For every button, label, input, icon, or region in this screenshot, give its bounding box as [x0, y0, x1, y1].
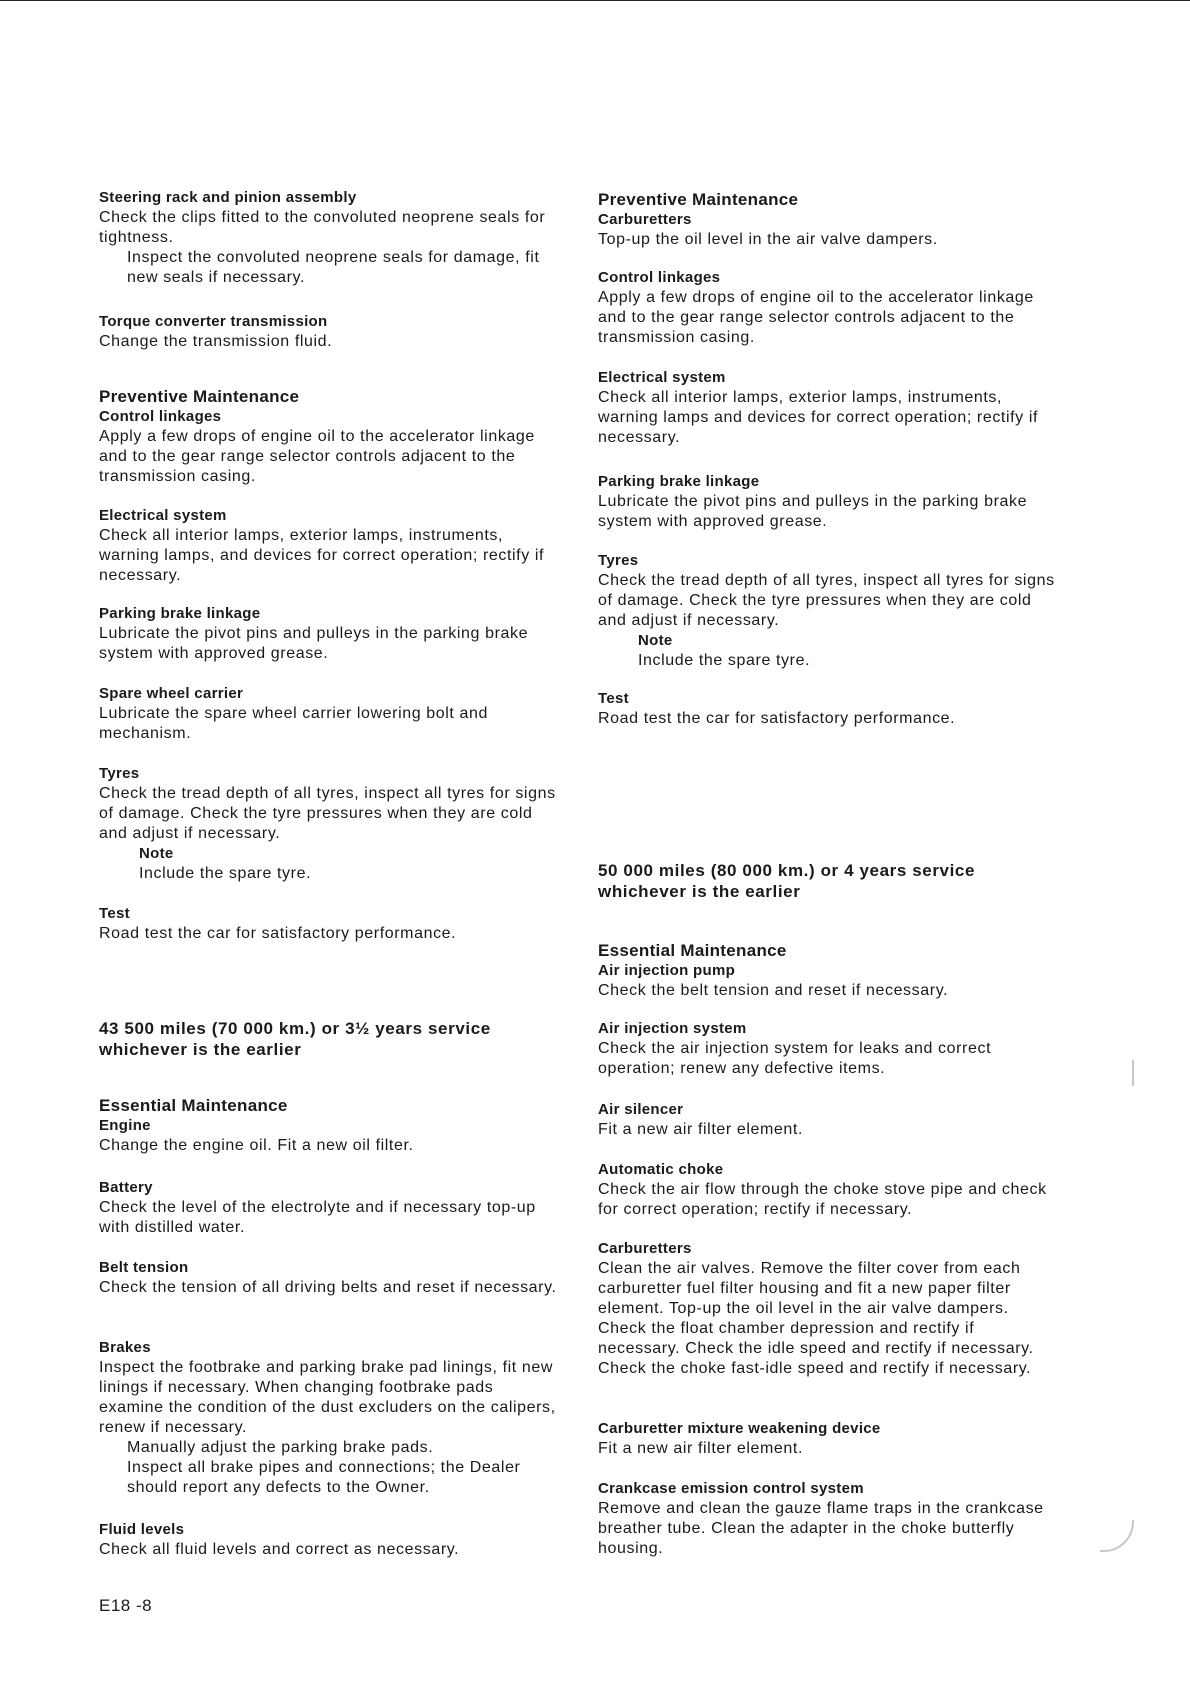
item-text: Fit a new air filter element.: [598, 1121, 804, 1138]
service-interval-line: whichever is the earlier: [598, 882, 801, 901]
note-text: Include the spare tyre.: [638, 652, 811, 669]
content-block: [99, 188, 559, 288]
item-heading: Tyres: [598, 552, 639, 569]
content-block: [598, 189, 1058, 250]
item-heading: Air injection system: [598, 1020, 747, 1037]
item-text: Apply a few drops of engine oil to the accelerator linkage and to the gear range selector controls adjacent to the transmission casing.: [598, 289, 1034, 346]
content-block: [99, 1338, 559, 1498]
content-block: [99, 684, 559, 744]
item-text: Apply a few drops of engine oil to the accelerator linkage and to the gear range selector controls adjacent to the transmission casing.: [99, 428, 535, 485]
item-heading: Battery: [99, 1179, 153, 1196]
item-text: Change the transmission fluid.: [99, 333, 333, 350]
item-text: Clean the air valves. Remove the filter cover from each carburetter fuel filter housing and fit a new paper filter element. Top-up the oil level in the air valve dampers. Check the float chamber depression and rectify if necessary. Check the idle speed and rectify if necessary. Check the choke fast-idle speed and rectify if necessary.: [598, 1260, 1034, 1377]
item-text: Lubricate the spare wheel carrier lowering bolt and mechanism.: [99, 705, 489, 742]
item-text: Check the air injection system for leaks and correct operation; renew any defective items.: [598, 1040, 992, 1077]
item-heading: Air injection pump: [598, 962, 736, 979]
item-text: Change the engine oil. Fit a new oil filter.: [99, 1137, 414, 1154]
item-text: Inspect the footbrake and parking brake pad linings, fit new linings if necessary. When changing footbrake pads examine the condition of the dust excluders on the calipers, renew if necessary.: [99, 1359, 556, 1436]
page-top-border: [0, 0, 1190, 1]
item-text: Manually adjust the parking brake pads.: [127, 1439, 434, 1456]
item-text: Road test the car for satisfactory performance.: [99, 925, 457, 942]
item-text: Check the air flow through the choke stove pipe and check for correct operation; rectify if necessary.: [598, 1181, 1047, 1218]
item-heading: Torque converter transmission: [99, 313, 328, 330]
content-block: [99, 1258, 559, 1298]
content-block: [598, 268, 1058, 348]
item-heading: Brakes: [99, 1339, 151, 1356]
item-text: Inspect the convoluted neoprene seals for damage, fit new seals if necessary.: [127, 249, 540, 286]
content-block: [598, 1019, 1058, 1079]
content-block: [598, 940, 1058, 1001]
item-heading: Test: [99, 905, 130, 922]
service-interval-heading: [598, 860, 1058, 902]
content-block: [99, 1178, 559, 1238]
note-text: Include the spare tyre.: [139, 865, 312, 882]
item-text: Check the belt tension and reset if necessary.: [598, 982, 949, 999]
item-heading: Engine: [99, 1117, 151, 1134]
item-heading: Electrical system: [598, 369, 726, 386]
content-block: [598, 1419, 1058, 1459]
item-heading: Carburetter mixture weakening device: [598, 1420, 881, 1437]
item-heading: Control linkages: [99, 408, 222, 425]
service-interval-heading: [99, 1018, 559, 1060]
item-text: Check the tread depth of all tyres, inspect all tyres for signs of damage. Check the tyre pressures when they are cold and adjust if necessary.: [99, 785, 556, 842]
item-text: Check all interior lamps, exterior lamps, instruments, warning lamps, and devices for correct operation; rectify if necessary.: [99, 527, 545, 584]
content-block: [598, 689, 1058, 729]
note-heading: Note: [638, 632, 673, 649]
content-block: [598, 368, 1058, 448]
section-heading: Preventive Maintenance: [598, 190, 799, 209]
content-block: [99, 1520, 559, 1560]
item-text: Check the tension of all driving belts and reset if necessary.: [99, 1279, 557, 1296]
content-block: [598, 1100, 1058, 1140]
item-text: Check the tread depth of all tyres, inspect all tyres for signs of damage. Check the tyre pressures when they are cold and adjust if necessary.: [598, 572, 1055, 629]
item-heading: Carburetters: [598, 1240, 692, 1257]
content-block: [598, 1479, 1058, 1559]
item-text: Lubricate the pivot pins and pulleys in the parking brake system with approved grease.: [99, 625, 529, 662]
service-interval-line: whichever is the earlier: [99, 1040, 302, 1059]
content-block: [99, 386, 559, 487]
item-heading: Steering rack and pinion assembly: [99, 189, 357, 206]
section-heading: Essential Maintenance: [598, 941, 787, 960]
item-heading: Automatic choke: [598, 1161, 724, 1178]
item-heading: Fluid levels: [99, 1521, 185, 1538]
item-heading: Air silencer: [598, 1101, 684, 1118]
note-heading: Note: [139, 845, 174, 862]
content-block: [99, 1095, 559, 1156]
item-text: Check all fluid levels and correct as necessary.: [99, 1541, 460, 1558]
item-text: Check the clips fitted to the convoluted neoprene seals for tightness.: [99, 209, 546, 246]
item-text: Fit a new air filter element.: [598, 1440, 804, 1457]
item-heading: Parking brake linkage: [598, 473, 760, 490]
item-text: Top-up the oil level in the air valve dampers.: [598, 231, 938, 248]
item-text: Inspect all brake pipes and connections; the Dealer should report any defects to the Owner.: [127, 1459, 521, 1496]
content-block: [99, 764, 559, 884]
item-heading: Parking brake linkage: [99, 605, 261, 622]
item-heading: Test: [598, 690, 629, 707]
item-heading: Electrical system: [99, 507, 227, 524]
item-heading: Tyres: [99, 765, 140, 782]
item-text: Remove and clean the gauze flame traps in the crankcase breather tube. Clean the adapter in the choke butterfly housing.: [598, 1500, 1044, 1557]
content-block: [598, 1160, 1058, 1220]
page-number: E18 -8: [99, 1596, 153, 1615]
item-heading: Spare wheel carrier: [99, 685, 244, 702]
scan-mark: [1126, 1060, 1134, 1086]
content-block: [598, 1239, 1058, 1379]
item-heading: Belt tension: [99, 1259, 189, 1276]
item-heading: Carburetters: [598, 211, 692, 228]
content-block: [99, 904, 559, 944]
content-block: [99, 604, 559, 664]
item-heading: Crankcase emission control system: [598, 1480, 864, 1497]
content-block: [598, 551, 1058, 671]
content-block: [598, 472, 1058, 532]
content-block: [99, 506, 559, 586]
section-heading: Preventive Maintenance: [99, 387, 300, 406]
service-interval-line: 43 500 miles (70 000 km.) or 3½ years service: [99, 1019, 491, 1038]
item-heading: Control linkages: [598, 269, 721, 286]
scan-mark: [1100, 1520, 1134, 1552]
item-text: Road test the car for satisfactory performance.: [598, 710, 956, 727]
item-text: Check the level of the electrolyte and if necessary top-up with distilled water.: [99, 1199, 536, 1236]
item-text: Lubricate the pivot pins and pulleys in the parking brake system with approved grease.: [598, 493, 1028, 530]
content-block: [99, 312, 559, 352]
item-text: Check all interior lamps, exterior lamps, instruments, warning lamps and devices for correct operation; rectify if necessary.: [598, 389, 1039, 446]
section-heading: Essential Maintenance: [99, 1096, 288, 1115]
service-interval-line: 50 000 miles (80 000 km.) or 4 years service: [598, 861, 976, 880]
